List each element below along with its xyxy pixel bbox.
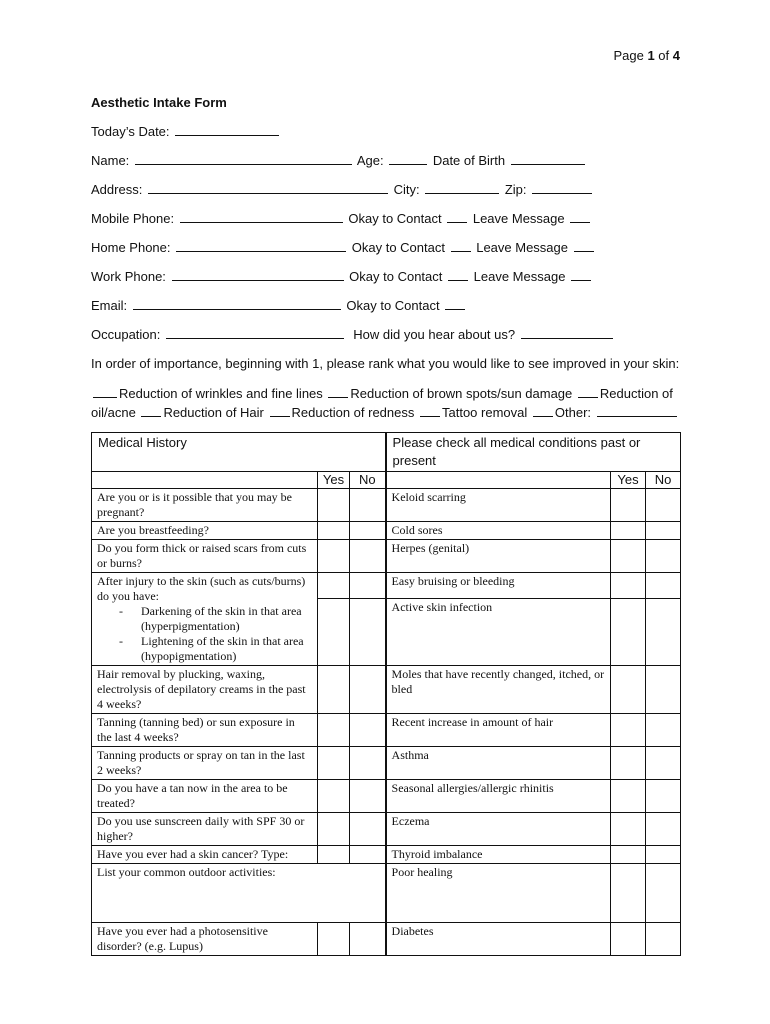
table-row (92, 522, 681, 540)
no-checkbox[interactable] (646, 489, 681, 522)
address-row: Address: City: Zip: (91, 182, 594, 197)
rank-redness-field[interactable] (270, 405, 290, 417)
table-row (92, 666, 681, 714)
rank-tattoo-field[interactable] (420, 405, 440, 417)
yes-no-header-row (92, 472, 681, 489)
yes-checkbox[interactable] (611, 573, 646, 599)
condition-diabetes: Diabetes (386, 923, 611, 956)
other-field[interactable] (597, 405, 677, 417)
table-row (92, 813, 681, 846)
no-checkbox[interactable] (350, 540, 386, 573)
rank-hair-field[interactable] (141, 405, 161, 417)
yes-checkbox[interactable] (318, 846, 350, 864)
table-row (92, 780, 681, 813)
no-checkbox[interactable] (350, 599, 386, 666)
condition-moles: Moles that have recently changed, itched, or bled (386, 666, 611, 714)
no-checkbox[interactable] (646, 573, 681, 599)
mobile-okay-field[interactable] (447, 211, 467, 223)
yes-checkbox[interactable] (318, 599, 350, 666)
rank-other-blank[interactable] (533, 405, 553, 417)
table-row (92, 714, 681, 747)
todays-date-row: Today’s Date: (91, 124, 281, 139)
yes-checkbox[interactable] (318, 923, 350, 956)
no-checkbox[interactable] (350, 714, 386, 747)
condition-skin-infection: Active skin infection (386, 599, 611, 666)
yes-checkbox[interactable] (318, 747, 350, 780)
mobile-message-field[interactable] (570, 211, 590, 223)
medical-history-header: Medical History (92, 433, 386, 472)
dob-field[interactable] (511, 153, 585, 165)
question-breastfeeding: Are you breastfeeding? (92, 522, 318, 540)
name-row: Name: Age: Date of Birth (91, 153, 587, 168)
question-hair-removal: Hair removal by plucking, waxing, electrolysis of depilatory creams in the past 4 weeks? (92, 666, 318, 714)
no-checkbox[interactable] (646, 780, 681, 813)
question-tanning-bed: Tanning (tanning bed) or sun exposure in the last 4 weeks? (92, 714, 318, 747)
no-checkbox[interactable] (350, 747, 386, 780)
table-header-row (92, 433, 681, 472)
yes-checkbox[interactable] (318, 522, 350, 540)
medical-history-table (91, 432, 681, 956)
yes-checkbox[interactable] (611, 780, 646, 813)
email-row: Email: Okay to Contact (91, 298, 467, 313)
table-row (92, 573, 681, 599)
no-label: No (646, 472, 681, 489)
yes-checkbox[interactable] (611, 747, 646, 780)
question-pregnant: Are you or is it possible that you may be pregnant? (92, 489, 318, 522)
yes-checkbox[interactable] (318, 714, 350, 747)
no-checkbox[interactable] (350, 780, 386, 813)
home-okay-field[interactable] (451, 240, 471, 252)
yes-checkbox[interactable] (318, 780, 350, 813)
yes-checkbox[interactable] (611, 540, 646, 573)
condition-allergies: Seasonal allergies/allergic rhinitis (386, 780, 611, 813)
no-checkbox[interactable] (646, 666, 681, 714)
no-checkbox[interactable] (646, 813, 681, 846)
yes-checkbox[interactable] (318, 489, 350, 522)
no-checkbox[interactable] (646, 540, 681, 573)
yes-checkbox[interactable] (611, 864, 646, 923)
condition-eczema: Eczema (386, 813, 611, 846)
yes-checkbox[interactable] (611, 522, 646, 540)
email-field[interactable] (133, 298, 341, 310)
question-photosensitive: Have you ever had a photosensitive disorder? (e.g. Lupus) (92, 923, 318, 956)
no-checkbox[interactable] (350, 813, 386, 846)
sub-hyperpigmentation: - Darkening of the skin in that area (hyperpigmentation) (119, 604, 312, 634)
condition-thyroid: Thyroid imbalance (386, 846, 611, 864)
no-checkbox[interactable] (646, 864, 681, 923)
question-tan-now: Do you have a tan now in the area to be treated? (92, 780, 318, 813)
question-after-injury: After injury to the skin (such as cuts/burns) do you have: - Darkening of the skin in that area (hyperpigmentation) - Lightening of the skin in that area (hypopigmentation) (92, 573, 318, 666)
hear-about-field[interactable] (521, 327, 613, 339)
no-checkbox[interactable] (646, 522, 681, 540)
todays-date-field[interactable] (175, 124, 279, 136)
yes-checkbox[interactable] (611, 714, 646, 747)
condition-bruising: Easy bruising or bleeding (386, 573, 611, 599)
name-field[interactable] (135, 153, 352, 165)
no-checkbox[interactable] (646, 846, 681, 864)
occupation-row: Occupation: How did you hear about us? (91, 327, 615, 342)
form-title: Aesthetic Intake Form (91, 95, 227, 110)
occupation-field[interactable] (166, 327, 344, 339)
mobile-phone-row: Mobile Phone: Okay to Contact Leave Message (91, 211, 592, 226)
home-message-field[interactable] (574, 240, 594, 252)
no-checkbox[interactable] (350, 489, 386, 522)
work-phone-row: Work Phone: Okay to Contact Leave Message (91, 269, 593, 284)
yes-checkbox[interactable] (318, 573, 350, 599)
question-sunscreen: Do you use sunscreen daily with SPF 30 or higher? (92, 813, 318, 846)
improvement-ranking: Reduction of wrinkles and fine lines Reduction of brown spots/sun damage Reduction of oil/acne Reduction of Hair Reduction of redness Tattoo removal Other: (91, 384, 681, 422)
no-checkbox[interactable] (350, 666, 386, 714)
no-checkbox[interactable] (646, 923, 681, 956)
no-checkbox[interactable] (350, 923, 386, 956)
yes-checkbox[interactable] (318, 666, 350, 714)
yes-label: Yes (611, 472, 646, 489)
conditions-header: Please check all medical conditions past or present (386, 433, 681, 472)
table-row (92, 923, 681, 956)
yes-checkbox[interactable] (611, 923, 646, 956)
table-row (92, 864, 681, 923)
rank-oil-acne-field[interactable] (578, 386, 598, 398)
yes-checkbox[interactable] (611, 599, 646, 666)
mobile-phone-field[interactable] (180, 211, 343, 223)
home-phone-field[interactable] (176, 240, 346, 252)
table-row (92, 540, 681, 573)
no-checkbox[interactable] (646, 599, 681, 666)
yes-checkbox[interactable] (318, 540, 350, 573)
condition-keloid: Keloid scarring (386, 489, 611, 522)
table-row (92, 489, 681, 522)
work-okay-field[interactable] (448, 269, 468, 281)
table-row (92, 846, 681, 864)
condition-herpes: Herpes (genital) (386, 540, 611, 573)
yes-checkbox[interactable] (611, 846, 646, 864)
yes-checkbox[interactable] (611, 813, 646, 846)
no-checkbox[interactable] (646, 714, 681, 747)
table-row (92, 747, 681, 780)
no-checkbox[interactable] (350, 846, 386, 864)
yes-checkbox[interactable] (611, 489, 646, 522)
work-message-field[interactable] (571, 269, 591, 281)
question-scars: Do you form thick or raised scars from cuts or burns? (92, 540, 318, 573)
no-checkbox[interactable] (350, 573, 386, 599)
no-checkbox[interactable] (646, 747, 681, 780)
yes-label: Yes (318, 472, 350, 489)
no-checkbox[interactable] (350, 522, 386, 540)
rank-brown-spots-field[interactable] (328, 386, 348, 398)
rank-wrinkles-field[interactable] (93, 386, 117, 398)
rank-instruction: In order of importance, beginning with 1, please rank what you would like to see improved in your skin: (91, 356, 680, 371)
page-number: Page 1 of 4 (613, 48, 680, 63)
sub-hypopigmentation: - Lightening of the skin in that area (hypopigmentation) (119, 634, 312, 664)
email-okay-field[interactable] (445, 298, 465, 310)
condition-hair-increase: Recent increase in amount of hair (386, 714, 611, 747)
condition-poor-healing: Poor healing (386, 864, 611, 923)
condition-cold-sores: Cold sores (386, 522, 611, 540)
zip-field[interactable] (532, 182, 592, 194)
home-phone-row: Home Phone: Okay to Contact Leave Message (91, 240, 596, 255)
yes-checkbox[interactable] (318, 813, 350, 846)
city-field[interactable] (425, 182, 499, 194)
question-outdoor-activities[interactable]: List your common outdoor activities: (92, 864, 386, 923)
question-spray-tan: Tanning products or spray on tan in the last 2 weeks? (92, 747, 318, 780)
work-phone-field[interactable] (172, 269, 344, 281)
condition-asthma: Asthma (386, 747, 611, 780)
question-skin-cancer: Have you ever had a skin cancer? Type: (92, 846, 318, 864)
address-field[interactable] (148, 182, 388, 194)
yes-checkbox[interactable] (611, 666, 646, 714)
no-label: No (350, 472, 386, 489)
age-field[interactable] (389, 153, 427, 165)
